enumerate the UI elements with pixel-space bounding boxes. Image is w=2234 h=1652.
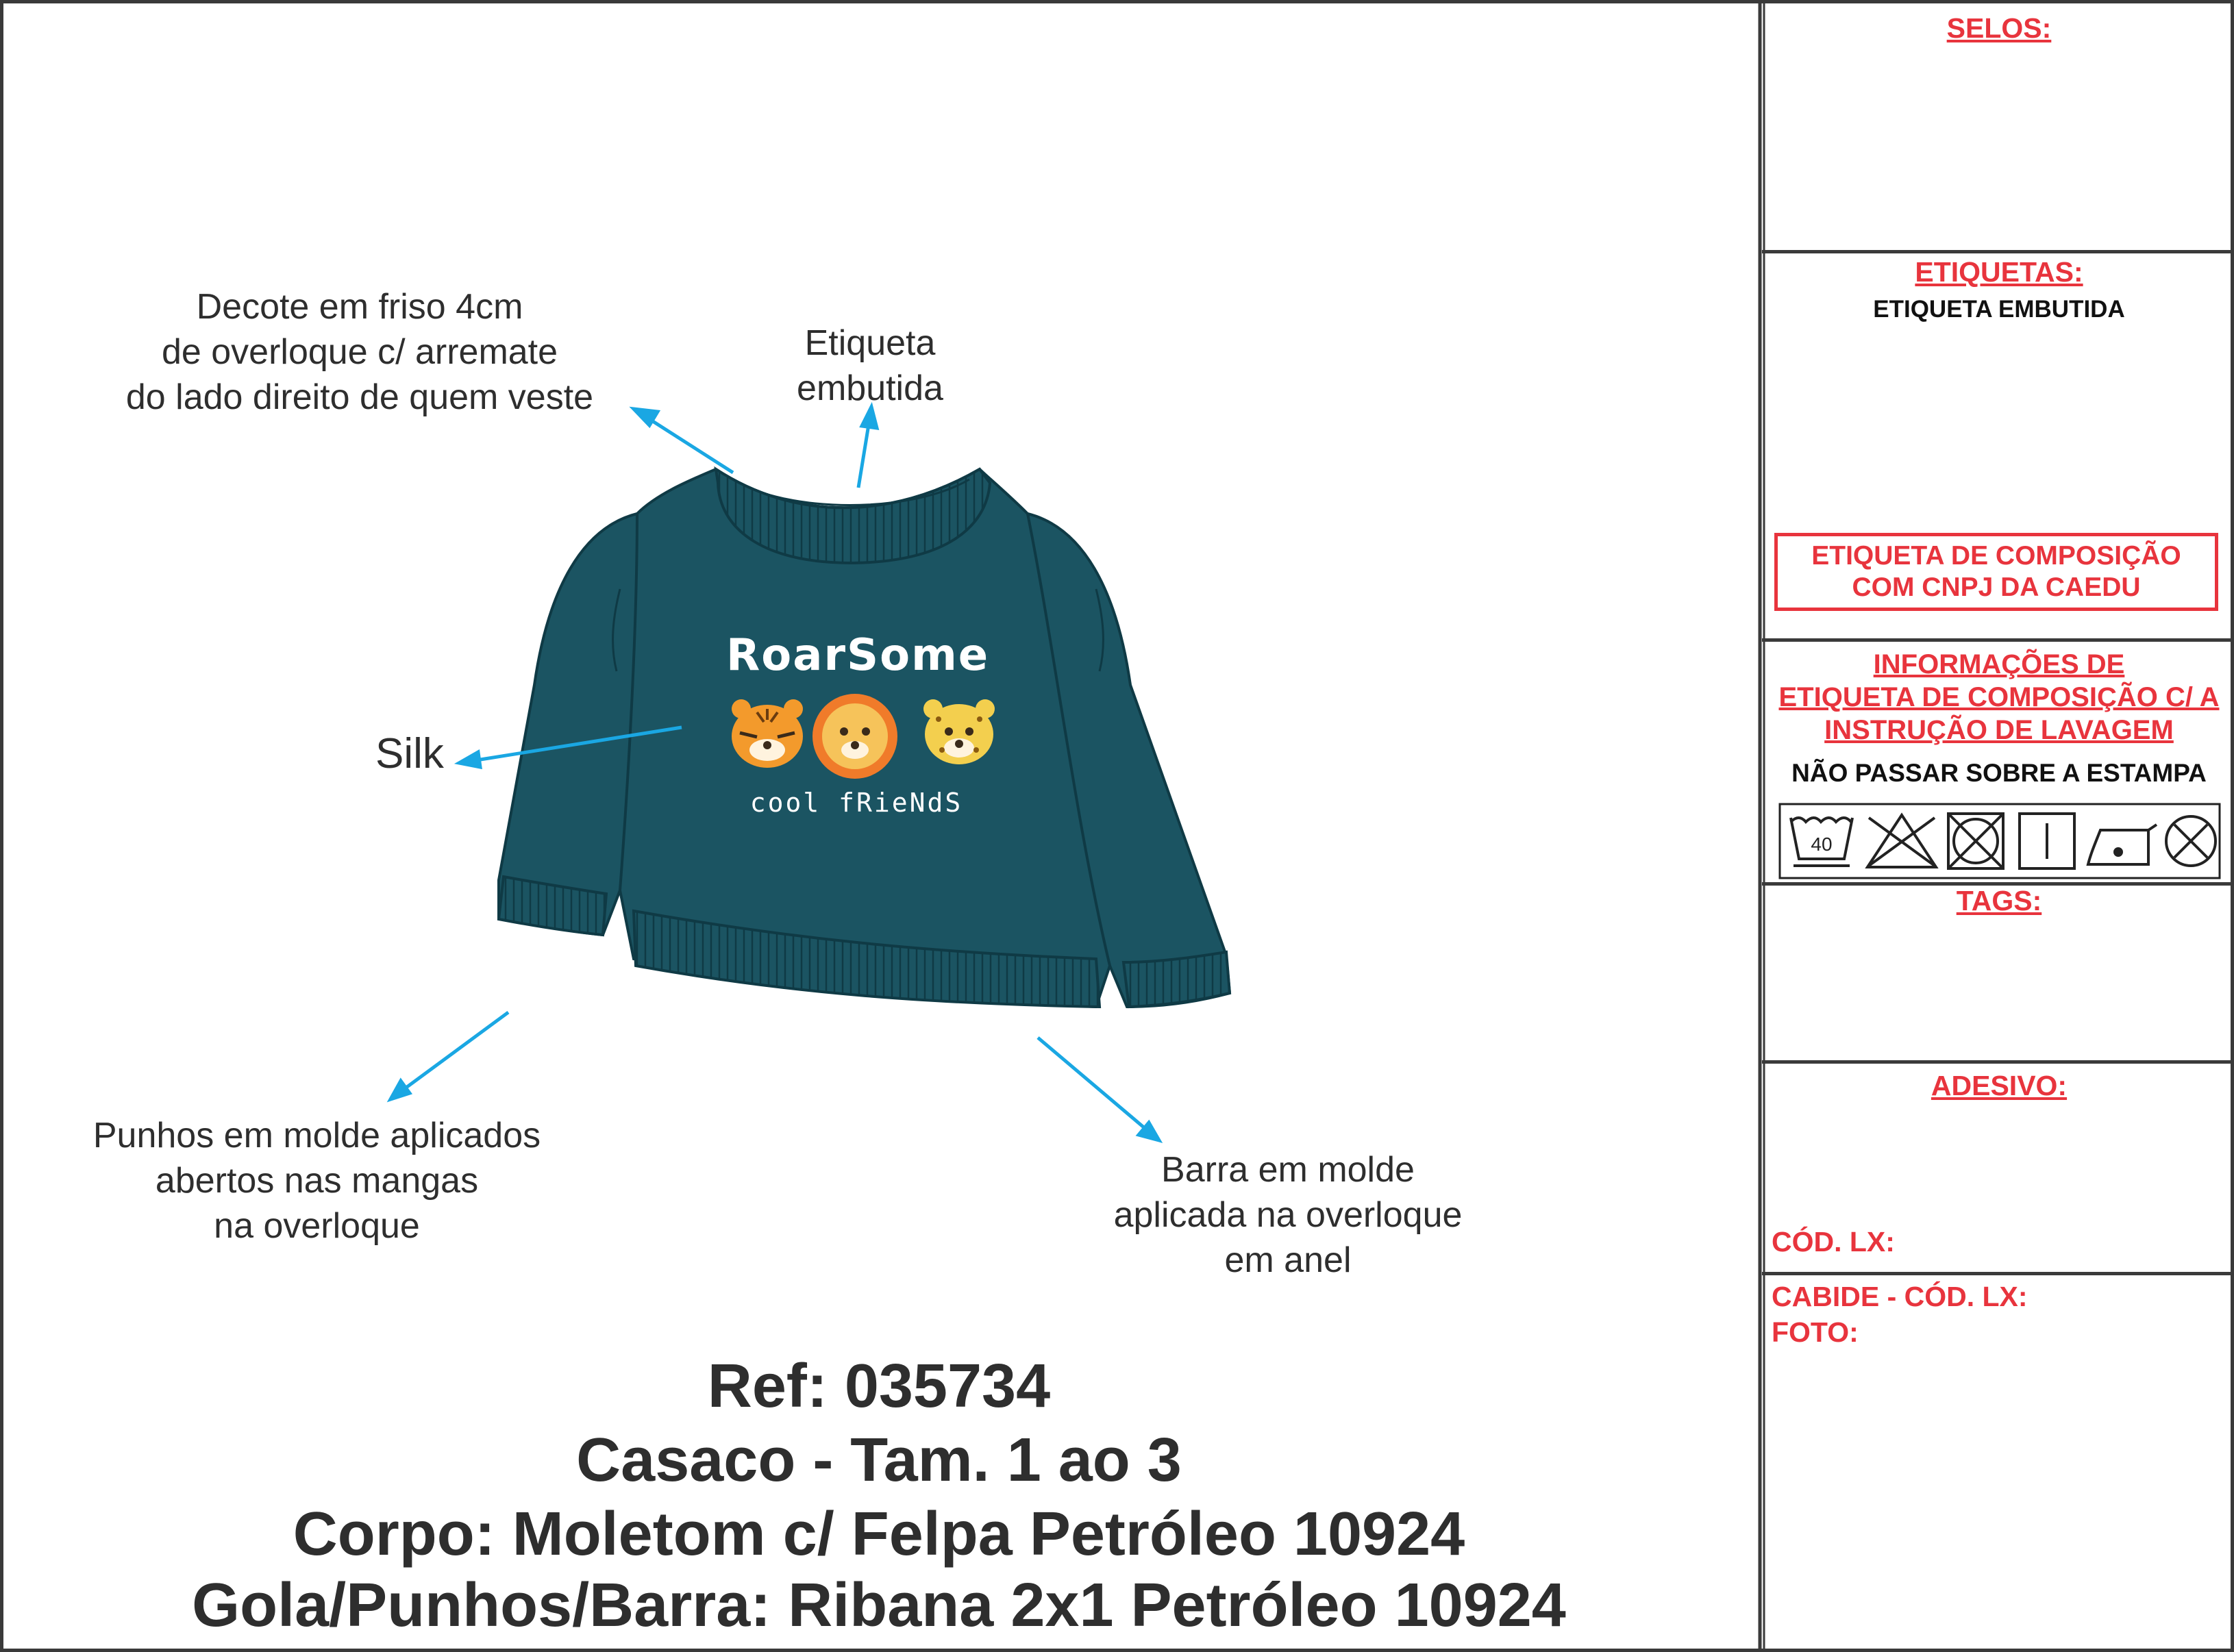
tiger-face-icon: [732, 699, 803, 768]
foto-label: FOTO:: [1772, 1316, 1859, 1348]
divider-tags: [1762, 1060, 2234, 1064]
etiquetas-value: ETIQUETA EMBUTIDA: [1873, 296, 2125, 323]
label-note: Etiqueta embutida: [797, 323, 943, 408]
cod-lx-label: CÓD. LX:: [1772, 1226, 1895, 1257]
leopard-face-icon: [923, 699, 995, 764]
print-tagline: cool fRieNdS: [749, 788, 963, 818]
selos-title: SELOS:: [1946, 12, 2052, 44]
no-dry-clean-icon: [2166, 816, 2216, 866]
wash-temperature: 40: [1811, 834, 1833, 855]
info-title: INFORMAÇÕES DE ETIQUETA DE COMPOSIÇÃO C/ A INSTRUÇÃO DE LAVAGEM: [1778, 649, 2220, 745]
footer-trim-fabric: Gola/Punhos/Barra: Ribana 2x1 Petróleo 10924: [192, 1571, 1566, 1640]
footer-body-fabric: Corpo: Moletom c/ Felpa Petróleo 10924: [293, 1500, 1465, 1568]
lion-face-icon: [812, 694, 897, 779]
divider-etiquetas: [1762, 638, 2234, 642]
divider-selos: [1762, 250, 2234, 253]
hem-note: Barra em molde aplicada na overloque em anel: [1113, 1150, 1463, 1280]
no-tumble-dry-icon: [1948, 814, 2003, 868]
divider-adesivo: [1762, 1272, 2234, 1275]
etiquetas-title: ETIQUETAS:: [1915, 256, 2083, 288]
footer-ref: Ref: 035734: [707, 1352, 1051, 1421]
no-bleach-icon: [1867, 815, 1936, 867]
cabide-label: CABIDE - CÓD. LX:: [1772, 1281, 2028, 1312]
line-dry-icon: [2020, 814, 2074, 868]
care-symbols: [1778, 803, 2221, 879]
silk-note: Silk: [375, 730, 444, 777]
left-sleeve: [499, 514, 637, 935]
adesivo-title: ADESIVO:: [1931, 1070, 2068, 1101]
tags-title: TAGS:: [1956, 885, 2042, 916]
warning-text: NÃO PASSAR SOBRE A ESTAMPA: [1791, 759, 2207, 787]
cuffs-note: Punhos em molde aplicados abertos nas mangas na overloque: [92, 1116, 541, 1246]
neckline-note: Decote em friso 4cm de overloque c/ arremate do lado direito de quem veste: [125, 287, 594, 417]
composition-box: ETIQUETA DE COMPOSIÇÃO COM CNPJ DA CAEDU: [1774, 533, 2218, 611]
iron-low-icon: [2088, 825, 2157, 864]
print-headline: RoarSome: [726, 630, 990, 681]
footer-product: Casaco - Tam. 1 ao 3: [576, 1426, 1182, 1494]
